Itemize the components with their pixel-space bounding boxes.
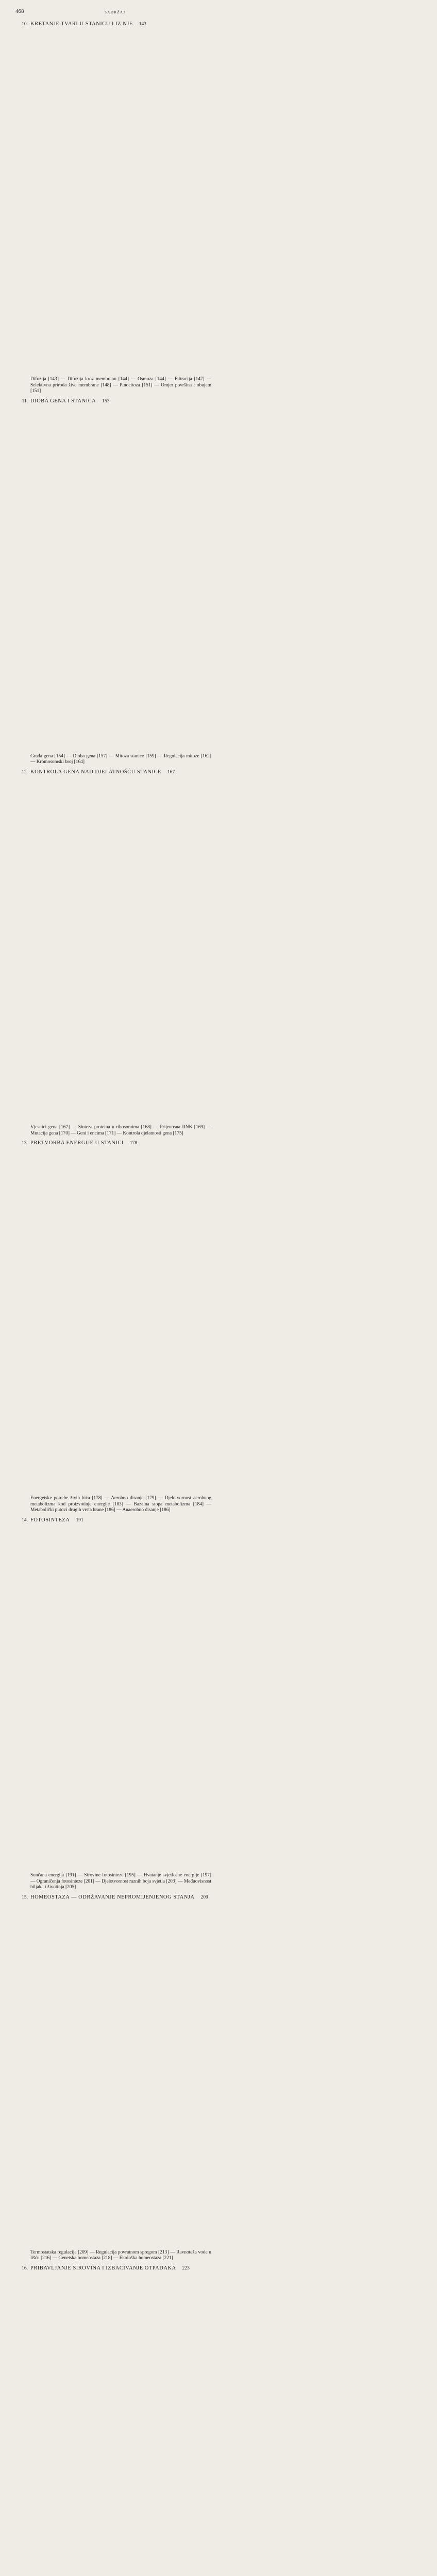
toc-entry[interactable]	[14, 769, 226, 1137]
chapter-page: 167	[167, 769, 175, 775]
chapter-title[interactable]: KONTROLA GENA NAD DJELATNOŠĆU STANICE	[30, 769, 161, 775]
toc-entry[interactable]	[14, 1140, 226, 1514]
toc-entry[interactable]	[14, 21, 226, 395]
chapter-title[interactable]: FOTOSINTEZA	[30, 1517, 70, 1523]
chapter-number: 15.	[22, 1894, 28, 1900]
chapter-page: 223	[182, 2265, 190, 2271]
chapter-subtopics: Difuzija [143] — Difuzija kroz membranu [144] — Osmoza [144] — Filtracija [147] — Selektivna priroda žive membrane [148] — Pinocitoza [151] — Omjer površina : obujam [151]	[30, 377, 211, 394]
chapter-page: 209	[200, 1894, 208, 1900]
chapter-number: 10.	[22, 22, 28, 27]
book-page	[0, 0, 237, 2271]
chapter-subtopics: Vjesnici gena [167] — Sinteza proteina u ribosomima [168] — Prijenosna RNK [169] — Mutacija gena [170] — Geni i encima [171] — Kontrola djelatnosti gena [175]	[30, 1124, 211, 1136]
table-of-contents	[14, 21, 226, 2576]
toc-entry[interactable]	[14, 1894, 226, 2262]
chapter-number: 14.	[22, 1517, 28, 1523]
toc-entry[interactable]	[14, 2265, 226, 2576]
chapter-number: 13.	[22, 1141, 28, 1146]
chapter-title[interactable]: DIOBA GENA I STANICA	[30, 398, 96, 404]
chapter-page: 153	[102, 398, 110, 404]
chapter-title[interactable]: PRETVORBA ENERGIJE U STANICI	[30, 1140, 124, 1146]
chapter-page: 178	[129, 1141, 138, 1146]
chapter-page: 191	[76, 1517, 83, 1523]
page-number: 468	[15, 8, 24, 14]
chapter-title[interactable]: PRIBAVLJANJE SIROVINA I IZBACIVANJE OTPADAKA	[30, 2265, 176, 2271]
chapter-subtopics: Sunčana energija [191] — Sirovine fotosinteze [195] — Hvatanje svjetlosne energije [197] — Ograničenja fotosinteze [201] — Djelotvornost raznih boja svjetla [203] — Međuovisnost biljaka i životinja [205]	[30, 1872, 211, 1890]
running-title: SADRŽAJ	[105, 10, 126, 14]
toc-entry[interactable]	[14, 398, 226, 766]
chapter-number: 11.	[22, 398, 28, 404]
chapter-subtopics: Energetske potrebe živih bića [178] — Aerobno disanje [179] — Djelotvornost aerobnog metabolizma kod proizvodnje energije [183] — Bazalna stopa metabolizma [184] — Metabolički putovi drugih vrsta hrane [186] — Anaerobno disanje [186]	[30, 1496, 211, 1513]
chapter-subtopics: Građa gena [154] — Dioba gena [157] — Mitoza stanice [159] — Regulacija mitoze [162] — Kromosomski broj [164]	[30, 753, 211, 765]
chapter-title[interactable]: KRETANJE TVARI U STANICU I IZ NJE	[30, 21, 133, 27]
chapter-page: 143	[139, 22, 147, 27]
chapter-number: 16.	[22, 2265, 28, 2271]
chapter-subtopics: Termostatska regulacija [209] — Regulacija povratnom spregom [213] — Ravnoteža vode u lišću [216] — Genetska homeostaza [218] — Ekološka homeostaza [221]	[30, 2249, 211, 2261]
toc-entry[interactable]	[14, 1517, 226, 1891]
chapter-number: 12.	[22, 769, 28, 775]
chapter-title[interactable]: HOMEOSTAZA — ODRŽAVANJE NEPROMIJENJENOG STANJA	[30, 1894, 195, 1900]
